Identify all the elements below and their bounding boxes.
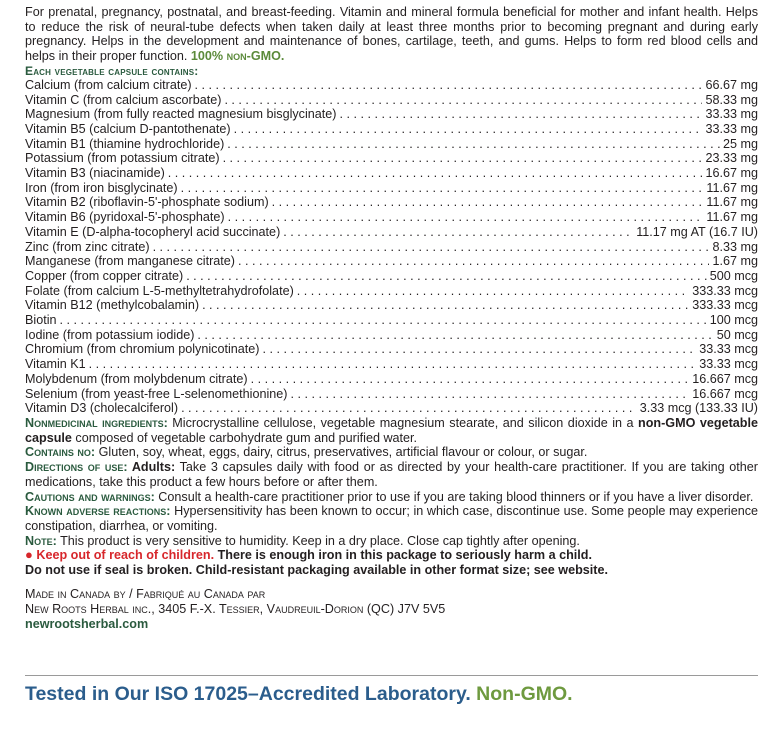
note-label: Note:: [25, 533, 57, 548]
ingredient-name: Calcium (from calcium citrate): [25, 77, 192, 92]
ingredient-amount: 11.17 mg AT (16.7 IU): [636, 224, 758, 239]
adverse-text: Hypersensitivity has been known to occur; in which case, discontinue use. Some people may experience constipation, diarrhea, or vomiting.: [25, 504, 758, 533]
nonmedicinal-text: Microcrystalline cellulose, vegetable magnesium stearate, and silicon dioxide in a: [167, 415, 639, 430]
dot-leader: [227, 137, 720, 152]
dot-leader: [228, 210, 704, 225]
dot-leader: [195, 78, 703, 93]
ingredient-row: [25, 387, 758, 402]
ingredient-name: Vitamin C (from calcium ascorbate): [25, 92, 222, 107]
contains-no-text: Gluten, soy, wheat, eggs, dairy, citrus, preservatives, artificial flavour or colour, or sugar.: [95, 445, 588, 460]
dot-leader: [197, 328, 713, 343]
dot-leader: [291, 387, 690, 402]
directions-adults: Adults:: [127, 460, 176, 475]
ingredient-amount: 11.67 mg: [706, 180, 758, 195]
dot-leader: [181, 401, 637, 416]
ingredient-name: Vitamin B3 (niacinamide): [25, 166, 165, 181]
ingredient-amount: 23.33 mg: [705, 151, 758, 166]
ingredient-name: Vitamin B2 (riboflavin-5'-phosphate sodium): [25, 195, 269, 210]
ingredient-amount: 16.667 mcg: [692, 386, 758, 401]
ingredient-name: Copper (from copper citrate): [25, 268, 184, 283]
ingredient-row: [25, 269, 758, 284]
ingredient-name: Potassium (from potassium citrate): [25, 151, 220, 166]
ingredient-amount: 16.667 mcg: [692, 371, 758, 386]
ingredient-row: [25, 210, 758, 225]
warning-seal: Do not use if seal is broken. Child-resistant packaging available in other format size; see website.: [25, 563, 608, 578]
dot-leader: [181, 181, 704, 196]
ingredient-row: [25, 181, 758, 196]
footer-non-gmo: Non-GMO.: [470, 683, 573, 705]
ingredient-amount: 58.33 mg: [705, 92, 758, 107]
ingredient-name: Zinc (from zinc citrate): [25, 239, 150, 254]
ingredient-name: Biotin: [25, 313, 57, 328]
made-in-line: Made in Canada by / Fabriqué au Canada par: [25, 586, 266, 601]
ingredient-amount: 1.67 mg: [712, 254, 758, 269]
ingredient-row: [25, 357, 758, 372]
ingredient-list: [25, 78, 758, 416]
nonmedicinal-section: [25, 416, 758, 445]
dot-leader: [224, 93, 702, 108]
dot-leader: [238, 254, 709, 269]
ingredient-name: Vitamin E (D-alpha-tocopheryl acid succinate): [25, 224, 281, 239]
ingredient-row: [25, 254, 758, 269]
directions-label: Directions of use:: [25, 460, 128, 475]
dot-leader: [234, 122, 703, 137]
ingredient-amount: 11.67 mg: [706, 195, 758, 210]
dot-leader: [223, 151, 703, 166]
warning-iron: There is enough iron in this package to seriously harm a child.: [214, 548, 592, 563]
dot-leader: [283, 225, 633, 240]
ingredient-row: [25, 137, 758, 152]
ingredient-amount: 333.33 mcg: [692, 283, 758, 298]
ingredient-amount: 33.33 mcg: [699, 357, 758, 372]
dot-leader: [339, 107, 702, 122]
contains-no-section: [25, 445, 758, 460]
ingredient-name: Magnesium (from fully reacted magnesium bisglycinate): [25, 107, 337, 122]
ingredient-amount: 33.33 mcg: [699, 342, 758, 357]
ingredient-row: [25, 107, 758, 122]
dot-leader: [297, 284, 689, 299]
capsule-heading: Each vegetable capsule contains:: [25, 63, 199, 78]
ingredient-row: [25, 328, 758, 343]
non-gmo-claim: 100% non-GMO.: [190, 49, 285, 64]
adverse-section: [25, 504, 758, 533]
directions-section: [25, 460, 758, 489]
ingredient-row: [25, 372, 758, 387]
divider: [25, 675, 758, 676]
ingredient-name: Vitamin B6 (pyridoxal-5'-phosphate): [25, 210, 225, 225]
ingredient-name: Vitamin K1: [25, 357, 86, 372]
ingredient-row: [25, 313, 758, 328]
warning-section: [25, 548, 758, 577]
ingredient-name: Vitamin B12 (methylcobalamin): [25, 298, 200, 313]
ingredient-row: [25, 166, 758, 181]
dot-leader: [272, 195, 704, 210]
ingredient-row: [25, 342, 758, 357]
ingredient-amount: 33.33 mg: [705, 121, 758, 136]
ingredient-row: [25, 240, 758, 255]
ingredient-row: [25, 78, 758, 93]
ingredient-row: [25, 284, 758, 299]
ingredient-amount: 33.33 mg: [705, 107, 758, 122]
ingredient-amount: 333.33 mcg: [692, 298, 758, 313]
ingredient-amount: 100 mcg: [709, 313, 758, 328]
adverse-label: Known adverse reactions:: [25, 504, 171, 519]
ingredient-name: Iron (from iron bisglycinate): [25, 180, 178, 195]
dot-leader: [186, 269, 707, 284]
ingredient-row: [25, 151, 758, 166]
ingredient-name: Manganese (from manganese citrate): [25, 254, 235, 269]
ingredient-amount: 8.33 mg: [712, 239, 758, 254]
dot-leader: [60, 313, 707, 328]
nonmedicinal-capsule: non-GMO vegetable capsule: [25, 415, 758, 445]
nonmedicinal-text-2: composed of vegetable carbohydrate gum and purified water.: [71, 430, 418, 445]
dot-leader: [153, 240, 710, 255]
ingredient-amount: 25 mg: [722, 136, 758, 151]
ingredient-amount: 50 mcg: [716, 327, 758, 342]
dot-leader: [202, 298, 689, 313]
ingredient-amount: 66.67 mg: [705, 77, 758, 92]
ingredient-amount: 500 mcg: [709, 268, 758, 283]
ingredient-row: [25, 298, 758, 313]
ingredient-row: [25, 93, 758, 108]
ingredient-name: Vitamin B5 (calcium D-pantothenate): [25, 121, 231, 136]
ingredient-amount: 11.67 mg: [706, 210, 758, 225]
nonmedicinal-label: Nonmedicinal ingredients:: [25, 415, 168, 430]
ingredient-amount: 3.33 mcg (133.33 IU): [639, 401, 758, 416]
footer-tagline: [25, 683, 573, 706]
ingredient-name: Selenium (from yeast-free L-selenomethionine): [25, 386, 288, 401]
ingredient-row: [25, 225, 758, 240]
warning-keep-out: Keep out of reach of children.: [32, 548, 215, 563]
note-text: This product is very sensitive to humidity. Keep in a dry place. Close cap tightly after opening.: [56, 533, 580, 548]
warning-bullet-icon: ●: [25, 547, 33, 563]
ingredient-row: [25, 401, 758, 416]
footer-lab-claim: Tested in Our ISO 17025–Accredited Laboratory.: [25, 683, 471, 705]
ingredient-name: Chromium (from chromium polynicotinate): [25, 342, 260, 357]
intro-text: For prenatal, pregnancy, postnatal, and breast-feeding. Vitamin and mineral formula beneficial for mother and infant health. Helps to reduce the risk of neural-tube defects when taken daily at least three months prior to becoming pregnant and during early pregnancy. Helps in the development and maintenance of bones, cartilage, teeth, and gums. Helps to form red blood cells and helps in their proper function.: [25, 5, 758, 64]
directions-text: Take 3 capsules daily with food or as directed by your health-care practitioner. If you are taking other medications, take this product a few hours before or after them.: [25, 460, 759, 489]
dot-leader: [251, 372, 690, 387]
contains-no-label: Contains no:: [25, 445, 96, 460]
cautions-text: Consult a health-care practitioner prior to use if you are taking blood thinners or if you have a liver disorder.: [154, 489, 754, 504]
manufacturer-block: [25, 587, 758, 617]
ingredient-row: [25, 122, 758, 137]
dot-leader: [168, 166, 703, 181]
note-section: [25, 534, 758, 549]
manufacturer-address: New Roots Herbal inc., 3405 F.-X. Tessier, Vaudreuil-Dorion (QC) J7V 5V5: [25, 601, 446, 616]
ingredient-amount: 16.67 mg: [705, 166, 758, 181]
ingredient-name: Iodine (from potassium iodide): [25, 327, 195, 342]
dot-leader: [89, 357, 697, 372]
ingredient-name: Vitamin D3 (cholecalciferol): [25, 401, 179, 416]
ingredient-name: Folate (from calcium L-5-methyltetrahydrofolate): [25, 283, 294, 298]
ingredient-name: Molybdenum (from molybdenum citrate): [25, 371, 248, 386]
cautions-section: [25, 490, 758, 505]
intro-paragraph: [25, 5, 758, 64]
dot-leader: [262, 342, 696, 357]
cautions-label: Cautions and warnings:: [25, 489, 155, 504]
ingredient-name: Vitamin B1 (thiamine hydrochloride): [25, 136, 225, 151]
ingredient-row: [25, 195, 758, 210]
website-link[interactable]: newrootsherbal.com: [25, 616, 149, 631]
